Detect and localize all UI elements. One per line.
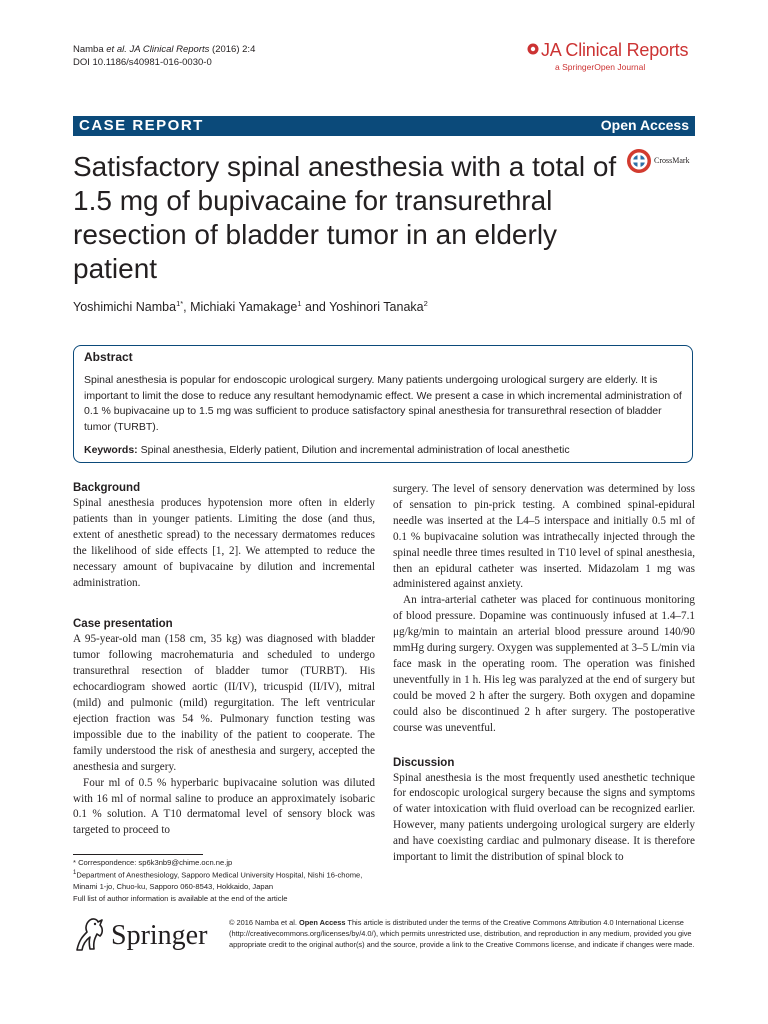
author-affiliation: 2 [423,299,428,308]
keywords [84,443,684,458]
case-paragraph-3: surgery. The level of sensory denervation was determined by loss of sensation to pin-prick testing. A combined spinal-epidural needle was inserted at the L4–5 interspace and initially 0.5 ml of 0.1 % bupivacaine solution was intrathecally injected through the spinal needle three times resulted in T10 level of spinal anesthesia, then an epidural catheter was inserted. Midazolam 1 mg was administered against anxiety. [393,483,695,591]
article-title: Satisfactory spinal anesthesia with a total of 1.5 mg of bupivacaine for transurethral resection of bladder tumor in an elderly patient [73,151,617,284]
springer-horse-icon [73,916,107,952]
open-access-label: Open Access [600,117,689,133]
discussion-paragraph: Spinal anesthesia is the most frequently used anesthetic technique for endoscopic urological surgery because the signs and symptoms of water intoxication with fluid overload can be recognized earlier. However, many patients undergoing urological surgery are elderly and have coexisting cardiac and pulmonary disease. It is therefore important to limit the distribution of spinal block to [393,771,695,864]
abstract-text: Spinal anesthesia is popular for endoscopic urological surgery. Many patients undergoing urological surgery are elderly. It is important to limit the dose to reduce any resultant hemodynamic effect. We present a case in which incremental administration of 0.1 % bupivacaine up to 1.5 mg was sufficient to produce satisfactory spinal anesthesia for transurethral resection of bladder tumor (TURBT). [84,374,682,433]
author-affiliation: 1* [176,299,184,308]
case-paragraph-4: An intra-arterial catheter was placed for continuous monitoring of blood pressure. Dopamine was continuously infused at 1.4–7.1 μg/kg/min to maintain an arterial blood pressure around 140/90 mmHg during surgery. Oxygen was supplemented at 3–5 L/min via face mask in the operating room. The operation was finished uneventfully in 1 h. His leg was paralyzed at the end of surgery but could be moved 2 h after the surgery. Both oxygen and dopamine could also be discontinued 2 h after surgery. The postoperative course was uneventful. [393,594,695,734]
left-column [73,481,375,839]
crossmark-icon [626,148,652,174]
affiliation-note: $^1$Department of Anesthesiology, Sapporo Medical University Hospital, Nishi 16-chome, Minami 1-jo, Chuo-ku, Sapporo 060-8543, Hokkaido, Japan [73,870,363,892]
footnotes [73,857,373,904]
citation-line: Namba et al. JA Clinical Reports (2016) 2:4 [73,44,256,55]
section-spacer [73,591,375,617]
section-heading-discussion: Discussion [393,756,455,769]
doi[interactable]: DOI 10.1186/s40981-016-0030-0 [73,56,212,68]
background-paragraph: Spinal anesthesia produces hypotension more often in elderly patients than in younger patients. Limiting the dose (and thus, extent of anesthetic spread) to the necessary dermatomes reduces the likelihood of side effects [1, 2]. We attempted to reduce the necessary amount of bupivacaine by dilution and incremental administration. [73,497,375,589]
journal-logo-icon [527,43,539,55]
keywords-label: Keywords: [84,444,138,456]
section-heading-case: Case presentation [73,618,173,631]
author-name: Yoshimichi Namba [73,300,177,315]
author-info-note: Full list of author information is available at the end of the article [73,893,288,903]
journal-logo [527,40,697,74]
author-name: Michiaki Yamakage [190,300,298,315]
article-type-banner [73,116,695,136]
publisher-logo [73,916,218,956]
footnote-divider [73,854,203,855]
crossmark-label: CrossMark [654,156,690,165]
author-name: Yoshinori Tanaka [329,300,424,315]
publisher-name: Springer [111,920,208,951]
author-affiliation: 1 [297,299,302,308]
journal-logo-title: JA Clinical Reports [541,40,689,60]
author-list: Yoshimichi Namba$^{1*}$, Michiaki Yamakage$^1$ and Yoshinori Tanaka$^2$ [73,299,428,315]
license-open-access: Open Access [298,918,346,927]
crossmark-badge[interactable] [626,148,698,174]
article-type: CASE REPORT [79,117,204,134]
license-statement: © 2016 Namba et al. Open Access This article is distributed under the terms of the Creative Commons Attribution 4.0 International License (http://creativecommons.org/licenses/by/4.0/), which permits unrestricted use, distribution, and reproduction in any medium, provided you give appropriate credit to the original author(s) and the source, provide a link to the Creative Commons license, and indicate if changes were made. [229,918,695,949]
section-heading-background: Background [73,482,141,494]
keywords-text: Spinal anesthesia, Elderly patient, Dilution and incremental administration of local anesthetic [140,444,570,456]
abstract-box [73,345,693,463]
abstract-heading: Abstract [84,350,133,364]
citation-header [73,44,255,69]
correspondence-note: * Correspondence: sp6k3nb9@chime.ocn.ne.jp [73,858,233,867]
section-spacer [393,737,695,756]
journal-logo-subtitle: a SpringerOpen Journal [555,62,646,72]
case-paragraph-2: Four ml of 0.5 % hyperbaric bupivacaine solution was diluted with 16 ml of normal saline to produce an approximately isobaric 0.1 % solution. A T10 dermatomal level of sensory block was targeted to proceed to [73,776,375,837]
case-paragraph-1: A 95-year-old man (158 cm, 35 kg) was diagnosed with bladder tumor following macrohematuria and scheduled to undergo transurethral resection of bladder tumor (TURBT). His echocardiogram showed aortic (II/IV), tricuspid (II/IV), mitral (mild) and pulmonic (mild) regurgitation. The left ventricular ejection fraction was 54 %. Pulmonary function testing was impossible due to the inability of the patient to cooperate. The family understood the risk of anesthesia and surgery, accepted the anesthesia and surgery. [73,633,375,773]
right-column [393,482,695,866]
citation-journal: et al. JA Clinical Reports [106,44,210,55]
